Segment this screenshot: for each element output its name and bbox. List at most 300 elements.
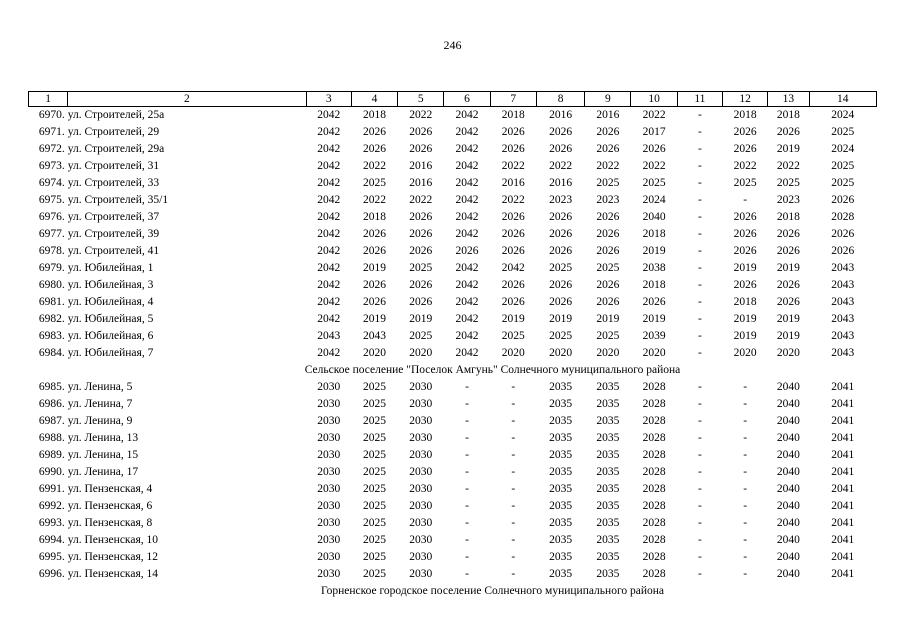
year-cell: 2022 <box>501 194 525 206</box>
year-cell: 2028 <box>642 381 666 393</box>
address-cell: ул. Ленина, 7 <box>67 398 133 410</box>
column-header: 13 <box>768 92 809 107</box>
year-cell: 2041 <box>831 432 855 444</box>
table-row <box>29 481 877 498</box>
column-header: 10 <box>631 92 677 107</box>
year-cell: 2026 <box>596 126 620 138</box>
year-cell: 2042 <box>455 160 479 172</box>
year-cell: 2020 <box>642 347 666 359</box>
address-cell: ул. Строителей, 33 <box>67 177 160 189</box>
year-cell: 2022 <box>409 194 433 206</box>
year-cell: - <box>743 432 748 444</box>
year-cell: 2026 <box>409 245 433 257</box>
column-header: 14 <box>809 92 876 107</box>
year-cell: 2018 <box>776 109 800 121</box>
row-number: 6974. <box>38 177 65 189</box>
year-cell: 2040 <box>776 517 800 529</box>
year-cell: - <box>465 517 469 529</box>
year-cell: 2035 <box>549 432 573 444</box>
year-cell: 2042 <box>455 126 479 138</box>
year-cell: 2019 <box>409 313 433 325</box>
column-header: 12 <box>723 92 768 107</box>
year-cell: 2025 <box>501 330 525 342</box>
year-cell: 2040 <box>776 449 800 461</box>
year-cell: - <box>697 415 702 427</box>
year-cell: 2019 <box>733 313 757 325</box>
address-cell: ул. Ленина, 17 <box>67 466 139 478</box>
year-cell: 2023 <box>549 194 573 206</box>
year-cell: 2043 <box>317 330 341 342</box>
year-cell: - <box>697 500 702 512</box>
year-cell: 2040 <box>642 211 666 223</box>
year-cell: 2030 <box>317 466 341 478</box>
row-number: 6982. <box>38 313 65 325</box>
year-cell: 2026 <box>549 228 573 240</box>
year-cell: 2026 <box>409 211 433 223</box>
year-cell: 2025 <box>363 551 386 563</box>
year-cell: 2025 <box>409 330 433 342</box>
year-cell: 2016 <box>596 109 620 121</box>
year-cell: 2026 <box>642 296 666 308</box>
row-number: 6971. <box>38 126 65 138</box>
column-header: 7 <box>490 92 536 107</box>
year-cell: - <box>511 432 516 444</box>
year-cell: 2042 <box>317 262 341 274</box>
year-cell: 2022 <box>733 160 757 172</box>
address-cell: ул. Ленина, 9 <box>67 415 133 427</box>
year-cell: 2026 <box>549 211 573 223</box>
year-cell: 2025 <box>363 381 386 393</box>
year-cell: 2028 <box>642 398 666 410</box>
year-cell: 2028 <box>642 415 666 427</box>
table-row <box>29 515 877 532</box>
year-cell: 2016 <box>549 177 573 189</box>
year-cell: 2042 <box>455 330 479 342</box>
year-cell: - <box>465 466 469 478</box>
column-header: 8 <box>536 92 584 107</box>
table-row <box>29 226 877 243</box>
year-cell: 2022 <box>549 160 573 172</box>
year-cell: 2040 <box>776 500 800 512</box>
year-cell: - <box>511 398 516 410</box>
year-cell: 2042 <box>317 211 341 223</box>
year-cell: 2041 <box>831 568 855 580</box>
year-cell: 2026 <box>409 228 433 240</box>
table-row <box>29 549 877 566</box>
year-cell: - <box>697 517 702 529</box>
year-cell: - <box>465 449 469 461</box>
year-cell: 2042 <box>317 347 341 359</box>
year-cell: 2042 <box>317 177 341 189</box>
year-cell: 2019 <box>642 245 666 257</box>
section-title: Горненское городское поселение Солнечного муниципального района <box>320 585 665 597</box>
table-row <box>29 532 877 549</box>
table-row <box>29 379 877 396</box>
address-cell: ул. Ленина, 15 <box>67 449 139 461</box>
year-cell: - <box>697 296 702 308</box>
year-cell: 2026 <box>776 126 800 138</box>
year-cell: 2019 <box>642 313 666 325</box>
year-cell: 2023 <box>776 194 800 206</box>
address-cell: ул. Ленина, 13 <box>67 432 139 444</box>
year-cell: 2026 <box>501 211 525 223</box>
year-cell: 2042 <box>455 109 479 121</box>
year-cell: - <box>697 177 702 189</box>
row-number: 6992. <box>38 500 65 512</box>
year-cell: 2042 <box>317 228 341 240</box>
year-cell: 2041 <box>831 517 855 529</box>
year-cell: 2025 <box>363 483 386 495</box>
year-cell: - <box>743 551 748 563</box>
table-row <box>29 243 877 260</box>
year-cell: 2030 <box>409 381 433 393</box>
year-cell: 2035 <box>549 534 573 546</box>
year-cell: 2030 <box>409 466 433 478</box>
row-number: 6975. <box>38 194 65 206</box>
column-header: 9 <box>585 92 631 107</box>
year-cell: 2020 <box>549 347 573 359</box>
year-cell: 2026 <box>733 245 757 257</box>
year-cell: 2040 <box>776 534 800 546</box>
year-cell: 2026 <box>363 126 386 138</box>
year-cell: 2016 <box>501 177 525 189</box>
year-cell: 2035 <box>596 466 620 478</box>
year-cell: - <box>743 449 748 461</box>
year-cell: 2035 <box>549 551 573 563</box>
row-number: 6983. <box>38 330 65 342</box>
year-cell: 2041 <box>831 534 855 546</box>
year-cell: 2030 <box>409 500 433 512</box>
year-cell: 2035 <box>549 500 573 512</box>
year-cell: 2040 <box>776 398 800 410</box>
year-cell: 2043 <box>831 279 855 291</box>
year-cell: - <box>511 568 516 580</box>
year-cell: 2025 <box>363 500 386 512</box>
year-cell: 2025 <box>776 177 800 189</box>
year-cell: 2026 <box>409 279 433 291</box>
year-cell: 2026 <box>549 126 573 138</box>
year-cell: 2035 <box>549 517 573 529</box>
year-cell: 2019 <box>776 330 800 342</box>
year-cell: 2042 <box>317 313 341 325</box>
address-cell: ул. Строителей, 35/1 <box>67 194 169 206</box>
year-cell: 2030 <box>409 432 433 444</box>
table-row <box>29 158 877 175</box>
column-header: 3 <box>306 92 351 107</box>
year-cell: - <box>465 381 469 393</box>
year-cell: - <box>743 500 748 512</box>
year-cell: 2026 <box>363 279 386 291</box>
year-cell: - <box>743 398 748 410</box>
row-number: 6972. <box>38 143 65 155</box>
year-cell: - <box>743 415 748 427</box>
year-cell: - <box>465 500 469 512</box>
table-row <box>29 124 877 141</box>
row-number: 6996. <box>38 568 65 580</box>
year-cell: - <box>697 398 702 410</box>
table-row <box>29 566 877 583</box>
year-cell: 2018 <box>501 109 525 121</box>
address-cell: ул. Пензенская, 12 <box>67 551 158 563</box>
address-cell: ул. Пензенская, 8 <box>67 517 153 529</box>
year-cell: - <box>697 534 702 546</box>
column-header: 4 <box>351 92 397 107</box>
year-cell: 2028 <box>642 534 666 546</box>
year-cell: - <box>511 466 516 478</box>
year-cell: 2019 <box>596 313 620 325</box>
year-cell: 2019 <box>733 262 757 274</box>
year-cell: 2026 <box>596 228 620 240</box>
year-cell: 2016 <box>549 109 573 121</box>
year-cell: 2026 <box>455 245 479 257</box>
row-number: 6973. <box>38 160 65 172</box>
year-cell: - <box>697 109 702 121</box>
table-body <box>29 107 877 601</box>
year-cell: 2025 <box>363 415 386 427</box>
address-cell: ул. Юбилейная, 7 <box>67 347 154 359</box>
year-cell: 2016 <box>409 160 433 172</box>
year-cell: - <box>697 160 702 172</box>
address-cell: ул. Строителей, 31 <box>67 160 160 172</box>
year-cell: 2042 <box>317 245 341 257</box>
address-cell: ул. Строителей, 29 <box>67 126 160 138</box>
row-number: 6980. <box>38 279 65 291</box>
year-cell: 2040 <box>776 568 800 580</box>
year-cell: 2026 <box>549 245 573 257</box>
year-cell: 2026 <box>733 211 757 223</box>
year-cell: 2026 <box>596 211 620 223</box>
year-cell: 2026 <box>831 228 855 240</box>
year-cell: 2035 <box>596 415 620 427</box>
year-cell: 2026 <box>363 228 386 240</box>
year-cell: - <box>511 500 516 512</box>
year-cell: 2026 <box>733 228 757 240</box>
row-number: 6994. <box>38 534 65 546</box>
section-header-row <box>29 583 877 600</box>
year-cell: 2018 <box>642 228 666 240</box>
row-number: 6989. <box>38 449 65 461</box>
year-cell: 2026 <box>409 126 433 138</box>
year-cell: - <box>511 534 516 546</box>
year-cell: - <box>697 126 702 138</box>
year-cell: 2042 <box>317 126 341 138</box>
year-cell: 2017 <box>642 126 666 138</box>
year-cell: 2026 <box>363 245 386 257</box>
year-cell: 2035 <box>596 381 620 393</box>
section-title: Сельское поселение "Поселок Амгунь" Солнечного муниципального района <box>304 364 681 376</box>
year-cell: 2042 <box>455 279 479 291</box>
year-cell: 2026 <box>549 296 573 308</box>
year-cell: - <box>465 415 469 427</box>
year-cell: 2026 <box>501 126 525 138</box>
year-cell: - <box>697 568 702 580</box>
year-cell: 2042 <box>317 143 341 155</box>
address-cell: ул. Пензенская, 4 <box>67 483 153 495</box>
year-cell: 2030 <box>317 381 341 393</box>
row-number: 6993. <box>38 517 65 529</box>
year-cell: 2042 <box>455 262 479 274</box>
year-cell: 2026 <box>596 245 620 257</box>
row-number: 6977. <box>38 228 65 240</box>
year-cell: 2030 <box>317 483 341 495</box>
year-cell: 2030 <box>317 500 341 512</box>
year-cell: 2041 <box>831 466 855 478</box>
row-number: 6986. <box>38 398 65 410</box>
row-number: 6987. <box>38 415 65 427</box>
address-cell: ул. Строителей, 25а <box>67 109 165 121</box>
year-cell: - <box>697 245 702 257</box>
year-cell: 2026 <box>363 296 386 308</box>
year-cell: - <box>743 483 748 495</box>
year-cell: - <box>465 551 469 563</box>
year-cell: 2030 <box>409 449 433 461</box>
year-cell: 2028 <box>642 500 666 512</box>
year-cell: 2026 <box>549 143 573 155</box>
year-cell: 2020 <box>776 347 800 359</box>
year-cell: 2026 <box>501 245 525 257</box>
year-cell: 2030 <box>317 534 341 546</box>
year-cell: - <box>697 279 702 291</box>
year-cell: 2040 <box>776 483 800 495</box>
year-cell: - <box>743 194 748 206</box>
year-cell: 2025 <box>831 160 855 172</box>
year-cell: 2041 <box>831 381 855 393</box>
year-cell: 2028 <box>831 211 855 223</box>
year-cell: 2023 <box>596 194 620 206</box>
year-cell: 2030 <box>317 517 341 529</box>
year-cell: 2018 <box>776 211 800 223</box>
year-cell: 2025 <box>363 449 386 461</box>
year-cell: 2035 <box>596 500 620 512</box>
address-cell: ул. Юбилейная, 4 <box>67 296 154 308</box>
address-cell: ул. Строителей, 37 <box>67 211 160 223</box>
year-cell: - <box>697 381 702 393</box>
column-header: 11 <box>677 92 722 107</box>
year-cell: 2040 <box>776 415 800 427</box>
year-cell: - <box>697 143 702 155</box>
year-cell: 2041 <box>831 500 855 512</box>
year-cell: 2026 <box>363 143 386 155</box>
column-header: 2 <box>68 92 306 107</box>
data-table <box>28 91 877 600</box>
year-cell: 2018 <box>363 211 386 223</box>
year-cell: 2024 <box>831 109 855 121</box>
year-cell: - <box>743 466 748 478</box>
year-cell: 2042 <box>455 143 479 155</box>
year-cell: - <box>511 449 516 461</box>
year-cell: - <box>697 449 702 461</box>
year-cell: 2025 <box>363 432 386 444</box>
year-cell: 2043 <box>831 313 855 325</box>
year-cell: 2026 <box>549 279 573 291</box>
year-cell: - <box>743 568 748 580</box>
row-number: 6981. <box>38 296 65 308</box>
year-cell: 2042 <box>455 194 479 206</box>
year-cell: 2026 <box>409 143 433 155</box>
year-cell: 2035 <box>596 551 620 563</box>
year-cell: 2028 <box>642 568 666 580</box>
year-cell: 2025 <box>363 466 386 478</box>
year-cell: 2030 <box>409 568 433 580</box>
year-cell: 2028 <box>642 517 666 529</box>
row-number: 6984. <box>38 347 65 359</box>
year-cell: 2026 <box>831 194 855 206</box>
year-cell: 2026 <box>501 143 525 155</box>
year-cell: 2043 <box>831 262 855 274</box>
year-cell: 2025 <box>363 568 386 580</box>
table-row <box>29 328 877 345</box>
table-row <box>29 175 877 192</box>
year-cell: 2025 <box>596 177 620 189</box>
year-cell: 2028 <box>642 483 666 495</box>
year-cell: 2026 <box>776 245 800 257</box>
year-cell: 2028 <box>642 551 666 563</box>
year-cell: 2030 <box>409 415 433 427</box>
year-cell: 2024 <box>642 194 666 206</box>
year-cell: 2025 <box>363 177 386 189</box>
year-cell: - <box>743 534 748 546</box>
year-cell: 2042 <box>317 194 341 206</box>
table-row <box>29 209 877 226</box>
year-cell: - <box>511 483 516 495</box>
year-cell: 2025 <box>831 177 855 189</box>
table-row <box>29 447 877 464</box>
year-cell: 2026 <box>596 279 620 291</box>
table-row <box>29 260 877 277</box>
address-cell: ул. Строителей, 39 <box>67 228 160 240</box>
year-cell: 2042 <box>317 279 341 291</box>
year-cell: - <box>697 551 702 563</box>
year-cell: - <box>697 262 702 274</box>
year-cell: 2040 <box>776 432 800 444</box>
row-number: 6978. <box>38 245 65 257</box>
year-cell: - <box>697 466 702 478</box>
year-cell: 2042 <box>317 109 341 121</box>
year-cell: - <box>697 330 702 342</box>
row-number: 6991. <box>38 483 65 495</box>
year-cell: 2024 <box>831 143 855 155</box>
table-row <box>29 294 877 311</box>
address-cell: ул. Строителей, 41 <box>67 245 160 257</box>
year-cell: - <box>697 313 702 325</box>
year-cell: 2042 <box>455 313 479 325</box>
row-number: 6995. <box>38 551 65 563</box>
year-cell: 2025 <box>596 262 620 274</box>
year-cell: 2030 <box>409 483 433 495</box>
year-cell: 2026 <box>501 279 525 291</box>
year-cell: 2043 <box>831 296 855 308</box>
year-cell: 2042 <box>501 262 525 274</box>
year-cell: 2028 <box>642 449 666 461</box>
year-cell: 2035 <box>596 517 620 529</box>
year-cell: 2019 <box>776 313 800 325</box>
year-cell: 2026 <box>733 126 757 138</box>
year-cell: 2042 <box>317 296 341 308</box>
year-cell: - <box>511 551 516 563</box>
year-cell: - <box>743 517 748 529</box>
year-cell: - <box>697 347 702 359</box>
year-cell: 2025 <box>409 262 433 274</box>
address-cell: ул. Юбилейная, 1 <box>67 262 154 274</box>
table-row <box>29 141 877 158</box>
year-cell: 2030 <box>409 551 433 563</box>
table-row <box>29 430 877 447</box>
table-row <box>29 277 877 294</box>
year-cell: 2035 <box>596 534 620 546</box>
year-cell: 2019 <box>549 313 573 325</box>
year-cell: 2035 <box>549 398 573 410</box>
year-cell: 2020 <box>501 347 525 359</box>
